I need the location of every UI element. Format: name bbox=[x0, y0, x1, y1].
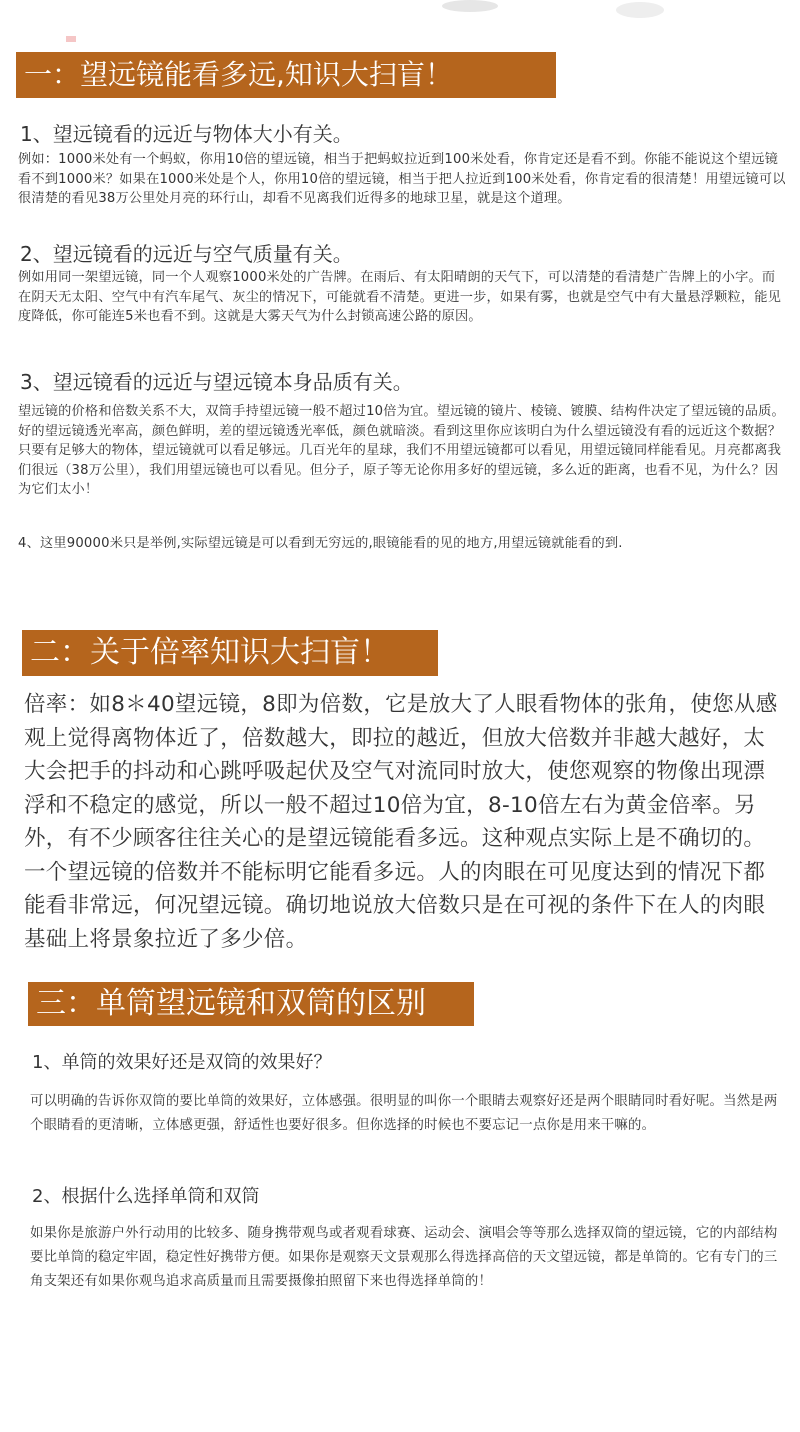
section-banner-1: 一：望远镜能看多远,知识大扫盲！ bbox=[16, 52, 556, 98]
section1-paragraph-4: 4、这里90000米只是举例,实际望远镜是可以看到无穷远的,眼镜能看的见的地方,用望远镜就能看的到. bbox=[18, 536, 623, 551]
section3-heading-2: 2、根据什么选择单筒和双筒 bbox=[32, 1186, 260, 1207]
section3-paragraph-1: 可以明确的告诉你双筒的要比单筒的效果好，立体感强。很明显的叫你一个眼睛去观察好还是两个眼睛同时看好呢。当然是两个眼睛看的更清晰，立体感更强，舒适性也要好很多。但你选择的时候也不要忘记一点你是用来干嘛的。 bbox=[30, 1094, 778, 1133]
section1-paragraph-2: 例如用同一架望远镜，同一个人观察1000米处的广告牌。在雨后、有太阳晴朗的天气下，可以清楚的看清楚广告牌上的小字。而在阴天无太阳、空气中有汽车尾气、灰尘的情况下，可能就看不清楚。更进一步，如果有雾，也就是空气中有大量悬浮颗粒，能见度降低，你可能连5米也看不到。这就是大雾天气为什么封锁高速公路的原因。 bbox=[18, 270, 782, 324]
section-banner-2: 二：关于倍率知识大扫盲！ bbox=[22, 630, 438, 676]
section3-heading-1: 1、单筒的效果好还是双筒的效果好？ bbox=[32, 1052, 332, 1073]
faint-watermark bbox=[442, 0, 498, 12]
section1-paragraph-3: 望远镜的价格和倍数关系不大，双筒手持望远镜一般不超过10倍为宜。望远镜的镜片、棱镜、镀膜、结构件决定了望远镜的品质。好的望远镜透光率高，颜色鲜明，差的望远镜透光率低，颜色就暗淡。看到这里你应该明白为什么望远镜没有看的远近这个数据？只要有足够大的物体，望远镜就可以看足够远。几百光年的星球，我们不用望远镜都可以看见，用望远镜同样能看见。月亮都离我们很远（38万公里），我们用望远镜也可以看见。但分子，原子等无论你用多好的望远镜，多么近的距离，也看不见，为什么？因为它们太小！ bbox=[18, 404, 785, 497]
section1-heading-1: 1、望远镜看的远近与物体大小有关。 bbox=[20, 122, 353, 146]
section-banner-3: 三：单筒望远镜和双筒的区别 bbox=[28, 982, 474, 1026]
section1-paragraph-1: 例如：1000米处有一个蚂蚁，你用10倍的望远镜，相当于把蚂蚁拉近到100米处看，你肯定还是看不到。你能不能说这个望远镜看不到1000米？如果在1000米处是个人，你用10倍的望远镜，相当于把人拉近到100米处看，你肯定看的很清楚！用望远镜可以很清楚的看见38万公里处月亮的环行山，却看不见离我们近得多的地球卫星，就是这个道理。 bbox=[18, 152, 786, 206]
section1-heading-2: 2、望远镜看的远近与空气质量有关。 bbox=[20, 242, 353, 266]
section2-paragraph: 倍率：如8＊40望远镜，8即为倍数，它是放大了人眼看物体的张角，使您从感观上觉得离物体近了，倍数越大，即拉的越近，但放大倍数并非越大越好，太大会把手的抖动和心跳呼吸起伏及空气对流同时放大，使您观察的物像出现漂浮和不稳定的感觉，所以一般不超过10倍为宜，8-10倍左右为黄金倍率。另外，有不少顾客往往关心的是望远镜能看多远。这种观点实际上是不确切的。一个望远镜的倍数并不能标明它能看多远。人的肉眼在可见度达到的情况下都能看非常远，何况望远镜。确切地说放大倍数只是在可视的条件下在人的肉眼基础上将景象拉近了多少倍。 bbox=[24, 692, 778, 952]
pink-mark bbox=[66, 36, 76, 42]
top-decoration bbox=[0, 0, 800, 48]
section1-heading-3: 3、望远镜看的远近与望远镜本身品质有关。 bbox=[20, 370, 413, 394]
faint-smudge bbox=[616, 2, 664, 18]
section3-paragraph-2: 如果你是旅游户外行动用的比较多、随身携带观鸟或者观看球赛、运动会、演唱会等等那么选择双筒的望远镜，它的内部结构要比单筒的稳定牢固，稳定性好携带方便。如果你是观察天文景观那么得选择高倍的天文望远镜，都是单筒的。它有专门的三角支架还有如果你观鸟追求高质量而且需要摄像拍照留下来也得选择单筒的！ bbox=[30, 1226, 778, 1289]
